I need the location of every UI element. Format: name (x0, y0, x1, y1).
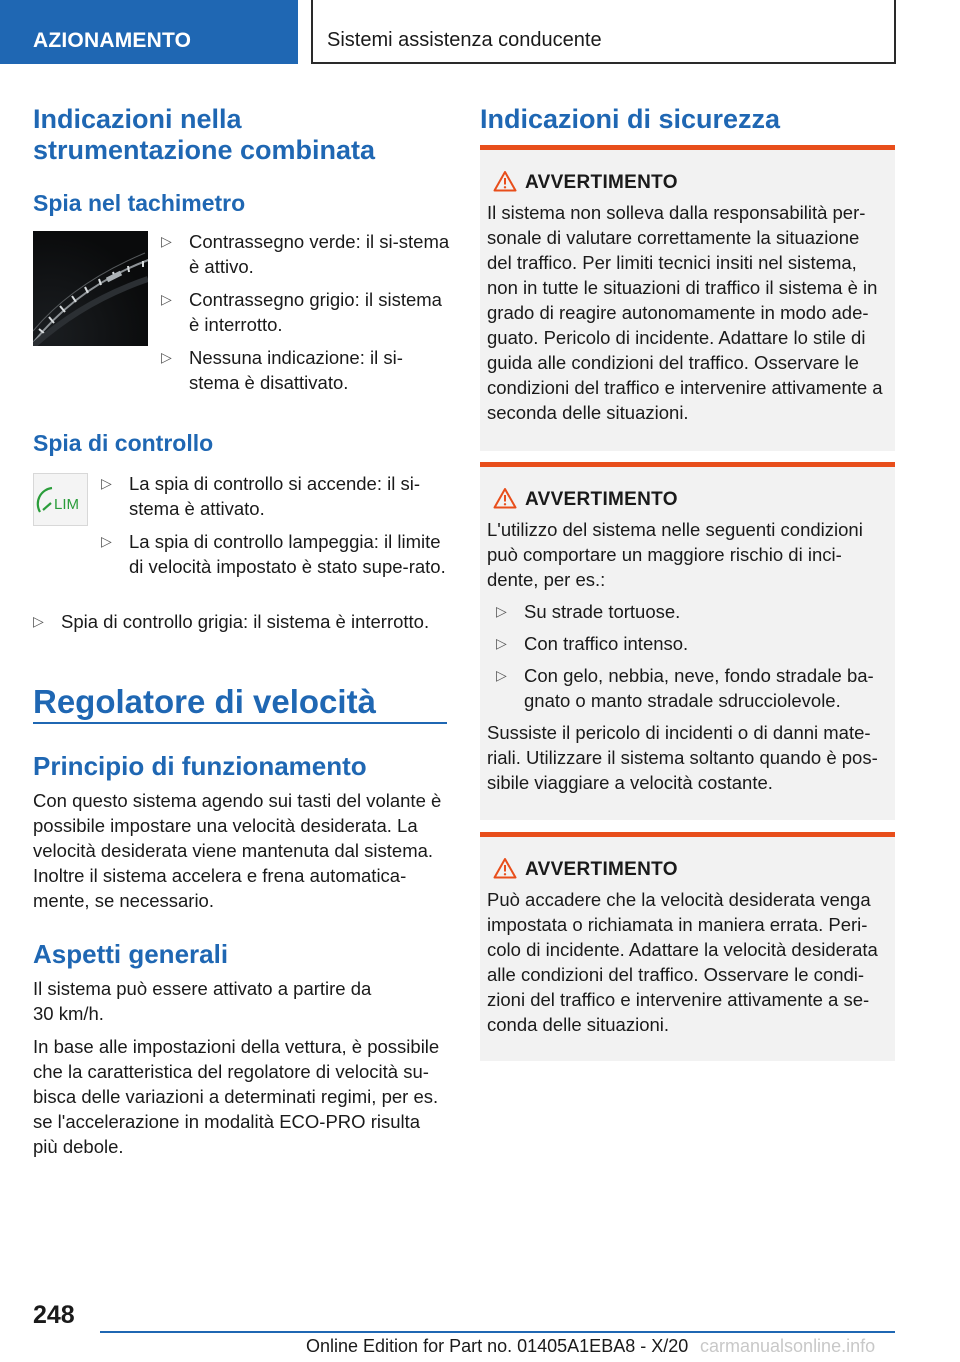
list-item: ▷ La spia di controllo lampeggia: il limite di velocità impostato è stato supe-rato. (101, 531, 446, 577)
list-item: ▷ Contrassegno grigio: il sistema è interrotto. (161, 289, 442, 335)
warning-text: Il sistema non solleva dalla responsabilità per-sonale di valutare correttamente la situazione del traffico. Per limiti tecnici insiti nel sistema, non in tutte le situazioni di traffico il sistema è in grado di reagire autonomamente in modo ade-guato. Pericolo di incidente. Adattare lo stile di guida alle condizioni del traffico. Osservare le condizioni del traffico e intervenire attivamente a seconda delle situazioni. (487, 202, 883, 423)
warning-text: Può accadere che la velocità desiderata venga impostata o richiamata in maniera errata. Peri-colo di incidente. Adattare la velocità desiderata alle condizioni del traffico. Osservare le condi-zioni del traffico e intervenire attivamente a se-conda delle situazioni. (487, 889, 878, 1035)
warning-title: AVVERTIMENTO (525, 489, 678, 510)
triangle-bullet-icon: ▷ (496, 635, 507, 651)
triangle-bullet-icon: ▷ (161, 349, 172, 365)
warning-title: AVVERTIMENTO (525, 859, 678, 880)
warning-box-3 (480, 832, 895, 1061)
list-item: ▷ Con traffico intenso. (496, 633, 689, 654)
triangle-bullet-icon: ▷ (496, 603, 507, 619)
watermark: carmanualsonline.info (700, 1336, 876, 1356)
triangle-bullet-icon: ▷ (496, 667, 507, 683)
tachometer-image (33, 231, 148, 346)
principio-paragraph: Con questo sistema agendo sui tasti del volante è possibile impostare una velocità desiderata. La velocità desiderata viene mantenuta dal sistema. Inoltre il sistema accelera e frena automatica-mente, se necessario. (33, 790, 442, 911)
warning-outro: Sussiste il pericolo di incidenti o di danni mate-riali. Utilizzare il sistema soltanto quando è pos-sibile viaggiare a velocità costante. (487, 722, 878, 793)
warning-header (487, 170, 887, 200)
footer-divider (100, 1331, 895, 1333)
lim-label: LIM (54, 496, 80, 513)
tachometer-arc-icon (33, 231, 148, 346)
heading-indicazioni: Indicazioni nella strumentazione combinata (33, 104, 376, 165)
list-item: ▷ Su strade tortuose. (496, 601, 681, 622)
list-item: ▷ Spia di controllo grigia: il sistema è interrotto. (33, 611, 430, 632)
warning-header (487, 487, 887, 517)
warning-intro: L'utilizzo del sistema nelle seguenti condizioni può comportare un maggiore rischio di inci-dente, per es.: (487, 519, 863, 590)
heading-spia-tachimetro: Spia nel tachimetro (33, 190, 246, 216)
warning-bullet-list (487, 599, 887, 713)
header-section-tab: AZIONAMENTO (0, 0, 298, 64)
list-item: ▷ La spia di controllo si accende: il si-stema è attivato. (101, 473, 421, 519)
warning-title: AVVERTIMENTO (525, 172, 678, 193)
tachimetro-bullet-list (161, 229, 451, 395)
heading-spia-controllo: Spia di controllo (33, 430, 214, 456)
warning-triangle-icon (493, 170, 517, 192)
list-item: ▷ Con gelo, nebbia, neve, fondo stradale ba-gnato o manto stradale sdrucciolevole. (496, 665, 874, 711)
speed-limit-lim-icon (33, 473, 88, 526)
section-divider (33, 722, 447, 724)
heading-sicurezza: Indicazioni di sicurezza (480, 104, 781, 134)
heading-aspetti: Aspetti generali (33, 939, 229, 969)
triangle-bullet-icon: ▷ (101, 533, 112, 549)
triangle-bullet-icon: ▷ (161, 233, 172, 249)
triangle-bullet-icon: ▷ (101, 475, 112, 491)
controllo-bullet-list (101, 471, 451, 579)
warning-box-2 (480, 462, 895, 820)
header-chapter-title: Sistemi assistenza conducente (311, 0, 896, 64)
heading-regolatore: Regolatore di velocità (33, 683, 376, 720)
footer-edition: Online Edition for Part no. 01405A1EBA8 - X/20 (306, 1336, 689, 1356)
triangle-bullet-icon: ▷ (33, 613, 44, 629)
page-number: 248 (33, 1301, 75, 1329)
aspetti-paragraph-2: In base alle impostazioni della vettura, è possibile che la caratteristica del regolatore di velocità su-bisca delle variazioni a determinati regimi, per es. se l'accelerazione in modalità ECO-PRO risulta più debole. (33, 1036, 440, 1157)
aspetti-paragraph-1: Il sistema può essere attivato a partire da 30 km/h. (33, 978, 372, 1024)
triangle-bullet-icon: ▷ (161, 291, 172, 307)
warning-box-1 (480, 145, 895, 451)
warning-triangle-icon (493, 857, 517, 879)
warning-triangle-icon (493, 487, 517, 509)
warning-header (487, 857, 887, 887)
list-item: ▷ Contrassegno verde: il si-stema è attivo. (161, 231, 450, 277)
heading-principio: Principio di funzionamento (33, 751, 367, 781)
list-item: ▷ Nessuna indicazione: il si-stema è disattivato. (161, 347, 403, 393)
